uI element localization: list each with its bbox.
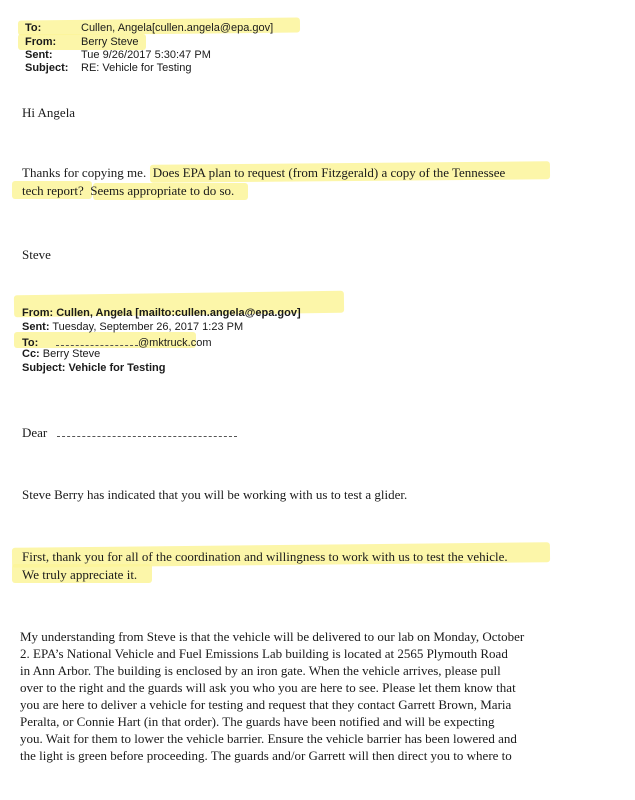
reply-subject-row — [25, 62, 191, 74]
reply-greeting: Hi Angela — [22, 105, 76, 120]
reply-paragraph-line2 — [22, 182, 234, 199]
original-cc-row — [22, 348, 100, 360]
original-paragraph-3-line6: Peralta, or Connie Hart (in that order). The guards have been notified and will be expecting — [20, 714, 495, 729]
redacted-recipient — [56, 335, 138, 346]
reply-from-value: Berry Steve — [81, 36, 139, 48]
original-to-value: @mktruck.com — [138, 337, 212, 349]
original-sent-value: Tuesday, September 26, 2017 1:23 PM — [52, 321, 244, 333]
original-sent-label: Sent: — [22, 321, 50, 333]
original-paragraph-3-line3: in Ann Arbor. The building is enclosed by an iron gate. When the vehicle arrives, please pull — [20, 663, 501, 678]
original-paragraph-1: Steve Berry has indicated that you will be working with us to test a glider. — [22, 487, 408, 502]
reply-sent-label: Sent: — [25, 49, 53, 61]
reply-sent-row — [25, 49, 211, 61]
original-from-row: From: Cullen, Angela [mailto:cullen.angela@epa.gov] — [22, 307, 301, 319]
reply-to-label: To: — [25, 22, 42, 34]
original-cc-label: Cc: — [22, 348, 40, 360]
original-subject-row — [22, 362, 165, 374]
reply-from-row — [25, 36, 138, 48]
original-paragraph-3-line5: you are here to deliver a vehicle for testing and request that they contact Garrett Brown, Maria — [20, 697, 512, 712]
original-paragraph-3-line4: over to the right and the guards will ask you who you are here to see. Please let them know that — [20, 680, 516, 695]
original-paragraph-2-line2: We truly appreciate it. — [22, 567, 138, 582]
reply-signoff: Steve — [22, 247, 51, 262]
reply-thanks-text: Thanks for copying me. — [22, 165, 147, 180]
reply-subject-label: Subject: — [25, 62, 69, 74]
reply-question-text: Does EPA plan to request (from Fitzgerald) a copy of the Tennessee — [152, 165, 506, 180]
original-to-row — [22, 335, 212, 349]
redacted-name — [57, 426, 237, 437]
original-paragraph-3-line7: you. Wait for them to lower the vehicle barrier. Ensure the vehicle barrier has been lowered and — [20, 731, 517, 746]
reply-suggestion-text: Seems appropriate to do so. — [90, 183, 235, 198]
reply-paragraph-line1 — [22, 164, 505, 181]
original-paragraph-3-line1: My understanding from Steve is that the vehicle will be delivered to our lab on Monday, October — [20, 629, 525, 644]
reply-question-end: tech report? — [22, 183, 84, 198]
original-subject-label: Subject: — [22, 362, 66, 374]
original-to-label: To: — [22, 337, 39, 349]
salutation-text: Dear — [22, 425, 48, 440]
original-paragraph-3-line2: 2. EPA’s National Vehicle and Fuel Emissions Lab building is located at 2565 Plymouth Road — [20, 646, 508, 661]
original-subject-value: Vehicle for Testing — [68, 362, 166, 374]
reply-to-row — [25, 22, 273, 34]
original-paragraph-2-line1: First, thank you for all of the coordination and willingness to work with us to test the vehicle. — [22, 549, 508, 564]
original-cc-value: Berry Steve — [42, 348, 101, 360]
original-salutation — [22, 424, 237, 441]
reply-to-value: Cullen, Angela[cullen.angela@epa.gov] — [81, 22, 274, 34]
original-paragraph-3-line8: the light is green before proceeding. The guards and/or Garrett will then direct you to where to — [20, 748, 512, 763]
reply-sent-value: Tue 9/26/2017 5:30:47 PM — [81, 49, 211, 61]
reply-from-label: From: — [25, 36, 57, 48]
reply-subject-value: RE: Vehicle for Testing — [81, 62, 192, 74]
original-sent-row — [22, 321, 243, 333]
